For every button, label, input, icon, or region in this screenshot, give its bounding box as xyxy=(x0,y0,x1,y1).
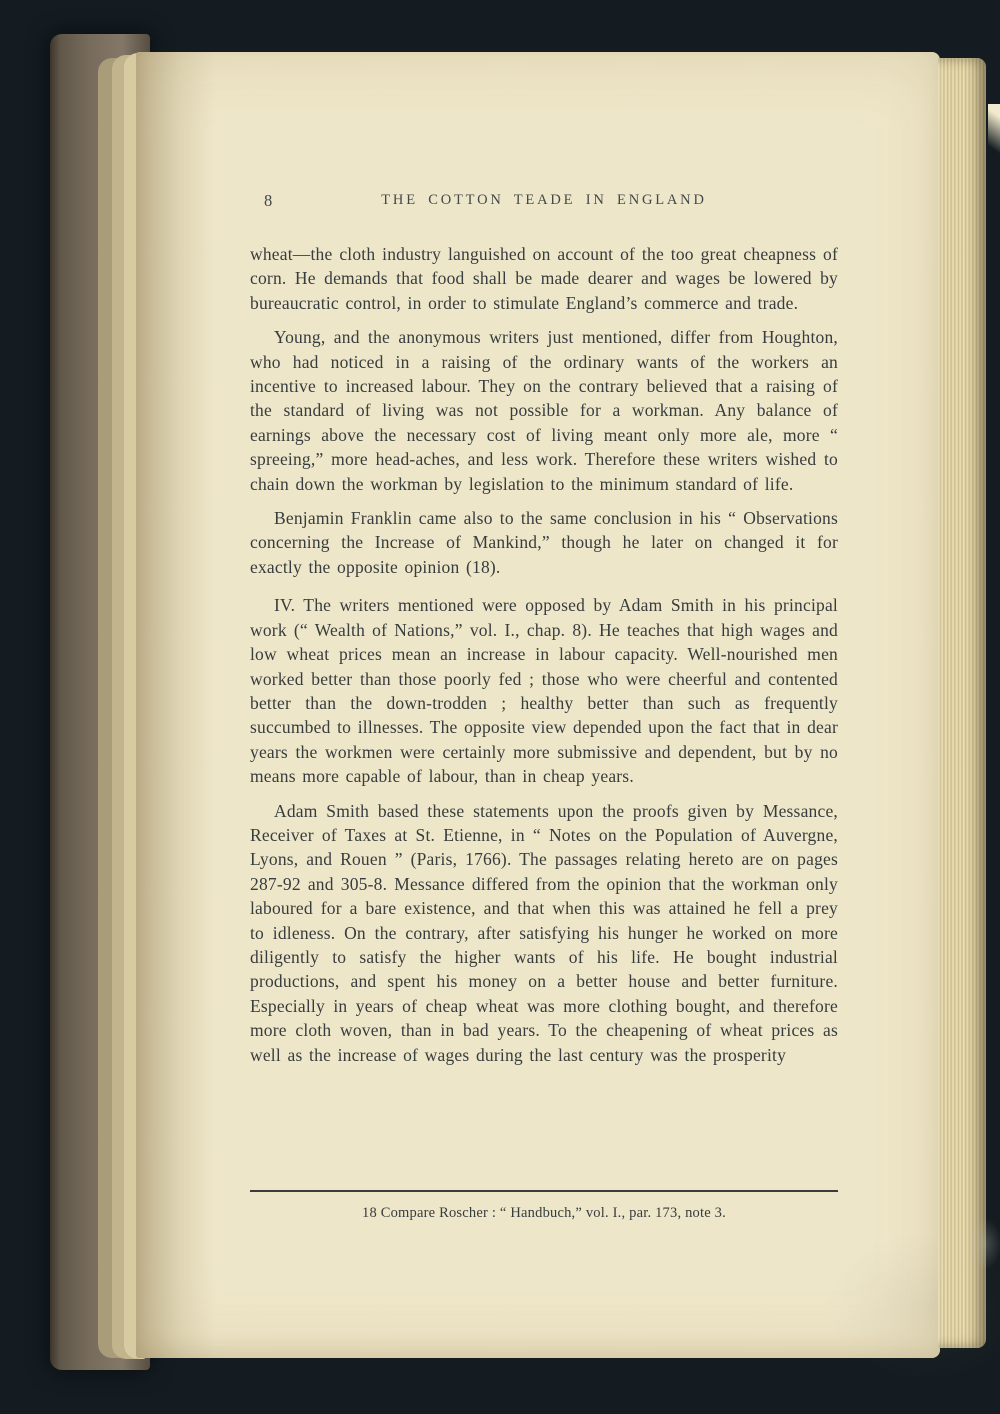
paragraph: Benjamin Franklin came also to the same conclusion in his “ Observations concerning the Increase of Mankind,” though he later on changed it for exactly the opposite opinion (18). xyxy=(250,508,838,577)
footnote-text: 18 Compare Roscher : “ Handbuch,” vol. I., par. 173, note 3. xyxy=(362,1205,726,1221)
fore-edge-pages xyxy=(938,58,986,1348)
paragraph: Young, and the anonymous writers just mentioned, differ from Houghton, who had noticed in a raising of the ordinary wants of the workers an incentive to increased labour. They on the contrary believed that a raising of the standard of living was not possible for a workman. Any balance of earnings above the necessary cost of living meant only more ale, more “ spreeing,” more head-aches, and less work. Therefore these writers wished to chain down the workman by legislation to the minimum standard of life. xyxy=(250,327,838,494)
page-header xyxy=(250,188,838,212)
background-smudge xyxy=(968,1218,1000,1270)
page-gutter-shadow xyxy=(136,52,216,1358)
page-number: 8 xyxy=(264,191,273,210)
running-title: THE COTTON TEADE IN ENGLAND xyxy=(381,192,707,208)
paragraph-section-iv: IV. The writers mentioned were opposed by Adam Smith in his principal work (“ Wealth of Nations,” vol. I., chap. 8). He teaches that high wages and low wheat prices mean an increase in labour capacity. Well-nourished men worked better than those poorly fed ; those who were cheerful and contented better than the down-trodden ; healthy better than such as frequently succumbed to illnesses. The opposite view depended upon the fact that in dear years the workmen were certainly more submissive and dependent, but by no means more capable of labour, than in cheap years. xyxy=(250,595,838,787)
book-page xyxy=(136,52,940,1358)
footnote-area xyxy=(250,1190,838,1222)
paragraph: Adam Smith based these statements upon the proofs given by Messance, Receiver of Taxes at St. Etienne, in “ Notes on the Population of Auvergne, Lyons, and Rouen ” (Paris, 1766). The passages relating hereto are on pages 287-92 and 305-8. Messance differed from the opinion that the workman only laboured for a bare existence, and that when this was attained he fell a prey to idleness. On the contrary, after satisfying his hunger he worked on more diligently to satisfy the higher wants of his life. He bought industrial productions, and spent his money on a better house and better furniture. Especially in years of cheap wheat was more clothing bought, and therefore more cloth woven, than in bad years. To the cheapening of wheat prices as well as the increase of wages during the last century was the prosperity xyxy=(250,800,838,1065)
page-content xyxy=(250,188,838,1077)
paragraph: wheat—the cloth industry languished on account of the too great cheapness of corn. He demands that food shall be made dearer and wages be lowered by bureaucratic control, in order to stimulate England’s commerce and trade. xyxy=(250,244,838,313)
page-corner-curl xyxy=(988,104,1000,190)
footnote-rule xyxy=(250,1190,838,1192)
